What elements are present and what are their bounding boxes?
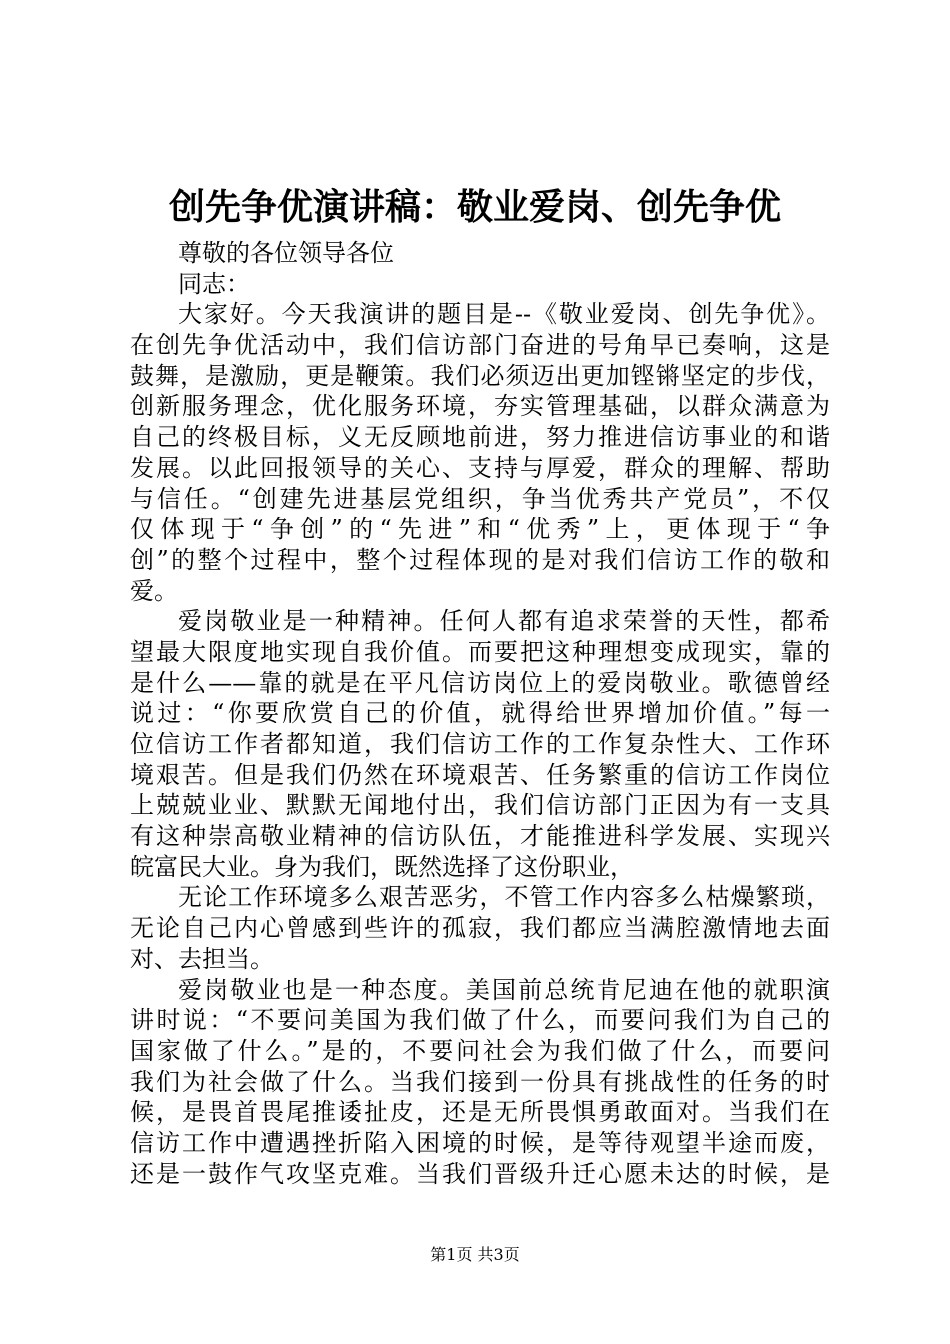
body-line: 自己的终极目标，义无反顾地前进，努力推进信访事业的和谐 (130, 423, 830, 452)
document-title: 创先争优演讲稿：敬业爱岗、创先争优 (168, 187, 781, 228)
body-line: 望最大限度地实现自我价值。而要把这种理想变成现实，靠的 (130, 637, 830, 666)
page-footer: 第1页 共3页 (430, 1245, 520, 1264)
body-line: 无论自己内心曾感到些许的孤寂，我们都应当满腔激情地去面 (130, 914, 830, 943)
body-line: 无论工作环境多么艰苦恶劣，不管工作内容多么枯燥繁琐， (178, 883, 830, 912)
body-line: 同志： (178, 269, 250, 298)
body-line: 鼓舞，是激励，更是鞭策。我们必须迈出更加铿锵坚定的步伐， (130, 361, 830, 390)
body-line: 创新服务理念，优化服务环境，夯实管理基础，以群众满意为 (130, 392, 830, 421)
body-line: 位信访工作者都知道，我们信访工作的工作复杂性大、工作环 (130, 730, 830, 758)
body-line: 讲时说：“不要问美国为我们做了什么，而要问我们为自己的 (130, 1006, 830, 1035)
body-line: 是什么——靠的就是在平凡信访岗位上的爱岗敬业。歌德曾经 (130, 668, 830, 697)
body-line: 说过：“你要欣赏自己的价值，就得给世界增加价值。”每一 (130, 699, 830, 728)
body-line: 爱岗敬业是一种精神。任何人都有追求荣誉的天性，都希 (178, 607, 830, 636)
body-line: 仅体现于“争创”的“先进”和“优秀”上，更体现于“争 (130, 515, 830, 544)
body-line: 大家好。今天我演讲的题目是--《敬业爱岗、创先争优》。 (178, 300, 830, 329)
body-line: 信访工作中遭遇挫折陷入困境的时候，是等待观望半途而废， (130, 1128, 830, 1157)
body-line: 对、去担当。 (130, 944, 274, 973)
body-line: 尊敬的各位领导各位 (178, 239, 394, 267)
body-line: 与信任。“创建先进基层党组织，争当优秀共产党员”，不仅 (130, 484, 830, 513)
body-line: 国家做了什么。”是的，不要问社会为我们做了什么，而要问 (130, 1036, 830, 1065)
body-line: 在创先争优活动中，我们信访部门奋进的号角早已奏响，这是 (130, 331, 830, 360)
body-line: 创”的整个过程中，整个过程体现的是对我们信访工作的敬和 (130, 545, 830, 574)
body-line: 皖富民大业。身为我们，既然选择了这份职业， (130, 852, 634, 881)
document-body (130, 238, 830, 1189)
body-line: 发展。以此回报领导的关心、支持与厚爱，群众的理解、帮助 (130, 453, 830, 482)
body-line: 有这种崇高敬业精神的信访队伍，才能推进科学发展、实现兴 (130, 822, 830, 851)
body-line: 我们为社会做了什么。当我们接到一份具有挑战性的任务的时 (130, 1067, 830, 1096)
body-line: 还是一鼓作气攻坚克难。当我们晋级升迁心愿未达的时候，是 (130, 1159, 830, 1188)
body-line: 爱岗敬业也是一种态度。美国前总统肯尼迪在他的就职演 (178, 975, 830, 1004)
body-line: 爱。 (130, 576, 178, 605)
body-line: 上兢兢业业、默默无闻地付出，我们信访部门正因为有一支具 (130, 791, 830, 820)
body-line: 境艰苦。但是我们仍然在环境艰苦、任务繁重的信访工作岗位 (130, 760, 830, 789)
body-line: 候，是畏首畏尾推诿扯皮，还是无所畏惧勇敢面对。当我们在 (130, 1098, 830, 1127)
